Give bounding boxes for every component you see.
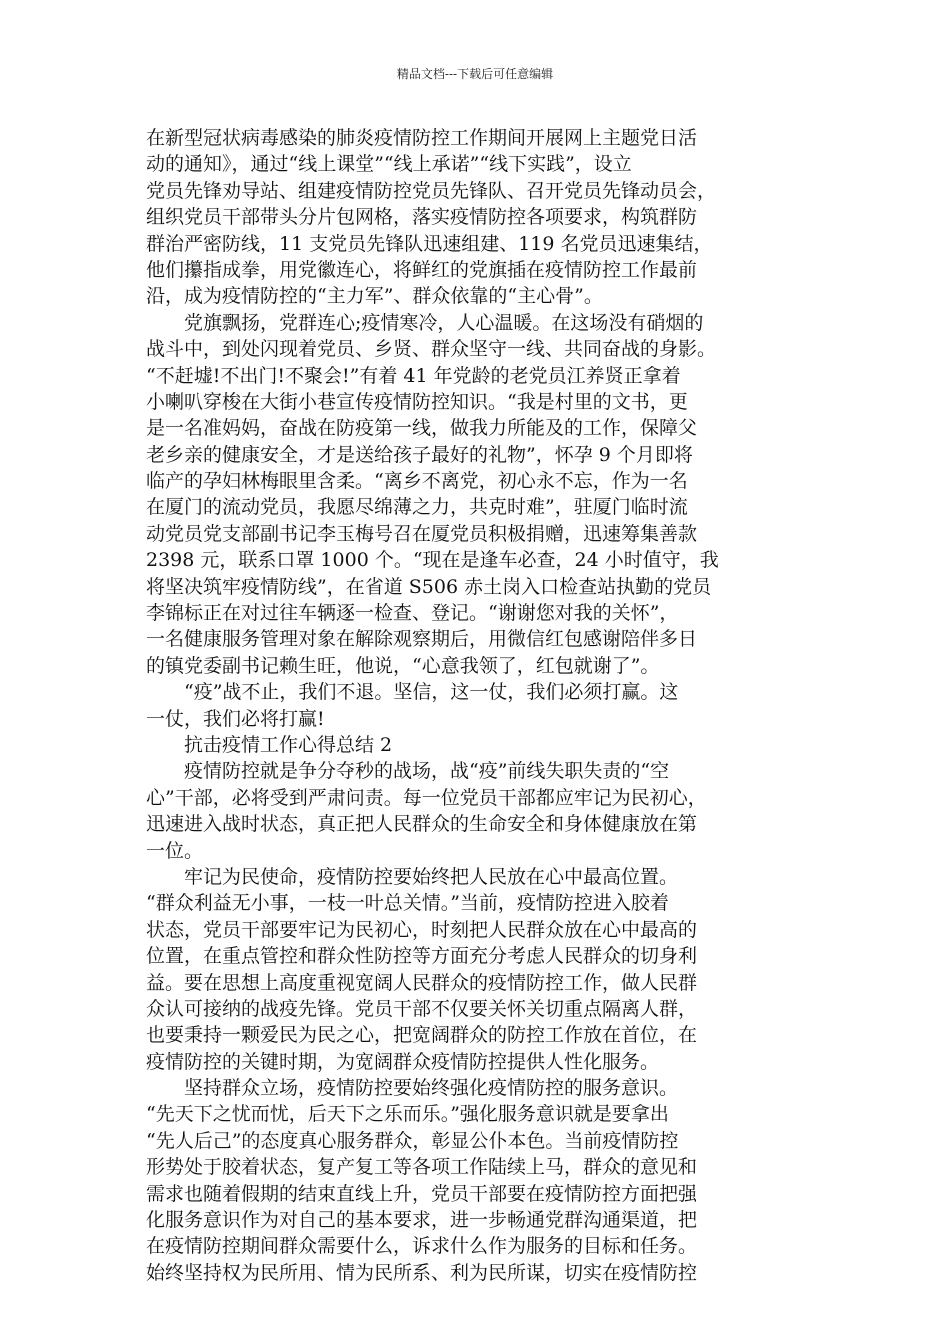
body-line: 李锦标正在对过往车辆逐一检查、登记。“谢谢您对我的关怀”， [146, 602, 679, 625]
body-line: “不赶墟!不出门!不聚会!”有着 41 年党龄的老党员江养贤正拿着 [146, 364, 681, 387]
body-line: 也要秉持一颗爱民为民之心，把宽阔群众的防控工作放在首位，在 [146, 1024, 698, 1047]
body-line: 疫情防控的关键时期，为宽阔群众疫情防控提供人性化服务。 [146, 1050, 660, 1073]
body-line: 动党员党支部副书记李玉梅号召在厦党员积极捐赠，迅速筹集善款 [146, 522, 698, 545]
body-line: 位置，在重点管控和群众性防控等方面充分考虑人民群众的切身利 [146, 945, 698, 968]
body-line: 将坚决筑牢疫情防线”，在省道 S506 赤土岗入口检查站执勤的党员 [146, 575, 712, 598]
body-line: “先天下之忧而忧，后天下之乐而乐。”强化服务意识就是要拿出 [146, 1103, 669, 1126]
body-line: 化服务意识作为对自己的基本要求，进一步畅通党群沟通渠道，把 [146, 1209, 698, 1232]
body-line: 在厦门的流动党员，我愿尽绵薄之力，共克时难”，驻厦门临时流 [146, 496, 688, 519]
body-line: 他们攥指成拳，用党徽连心，将鲜红的党旗插在疫情防控工作最前 [146, 258, 698, 281]
body-line: 沿，成为疫情防控的“主力军”、群众依靠的“主心骨”。 [146, 285, 603, 308]
body-line: 众认可接纳的战疫先锋。党员干部不仅要关怀关切重点隔离人群， [146, 997, 698, 1020]
body-line: 在疫情防控期间群众需要什么，诉求什么作为服务的目标和任务。 [146, 1235, 698, 1258]
body-line: 形势处于胶着状态，复产复工等各项工作陆续上马，群众的意见和 [146, 1156, 698, 1179]
body-line: 一仗，我们必将打赢! [146, 707, 325, 730]
body-line: 群治严密防线，11 支党员先锋队迅速组建、119 名党员迅速集结， [146, 232, 713, 255]
body-line: 小喇叭穿梭在大街小巷宣传疫情防控知识。“我是村里的文书，更 [146, 390, 688, 413]
body-line: “群众利益无小事，一枝一叶总关情。”当前，疫情防控进入胶着 [146, 892, 669, 915]
body-line: 在新型冠状病毒感染的肺炎疫情防控工作期间开展网上主题党日活 [146, 127, 698, 149]
body-line: 疫情防控就是争分夺秒的战场，战“疫”前线失职失责的“空 [146, 760, 670, 783]
body-line: 牢记为民使命，疫情防控要始终把人民放在心中最高位置。 [146, 865, 679, 888]
body-line: 一名健康服务管理对象在解除观察期后，用微信红包感谢陪伴多日 [146, 628, 698, 651]
document-body [146, 125, 806, 1286]
body-line: 是一名准妈妈，奋战在防疫第一线，做我力所能及的工作，保障父 [146, 417, 698, 440]
body-line: 临产的孕妇林梅眼里含柔。“离乡不离党，初心永不忘，作为一名 [146, 470, 688, 493]
body-line: 益。要在思想上高度重视宽阔人民群众的疫情防控工作，做人民群 [146, 971, 698, 994]
body-line: 动的通知》，通过“线上课堂”“线上承诺”“线下实践”，设立 [146, 153, 632, 176]
body-line: 迅速进入战时状态，真正把人民群众的生命安全和身体健康放在第 [146, 813, 698, 836]
body-line: “疫”战不止，我们不退。坚信，这一仗，我们必须打赢。这 [146, 681, 679, 704]
body-line: 状态，党员干部要牢记为民初心，时刻把人民群众放在心中最高的 [146, 918, 698, 941]
body-line: 2398 元，联系口罩 1000 个。“现在是逢车必查，24 小时值守，我 [146, 549, 719, 572]
body-line: “先人后己”的态度真心服务群众，彰显公仆本色。当前疫情防控 [146, 1129, 679, 1152]
body-line: 心”干部，必将受到严肃问责。每一位党员干部都应牢记为民初心， [146, 786, 707, 809]
body-line: 党员先锋劝导站、组建疫情防控党员先锋队、召开党员先锋动员会， [146, 179, 717, 202]
body-line: 坚持群众立场，疫情防控要始终强化疫情防控的服务意识。 [146, 1077, 679, 1100]
page-header: 精品文档---下载后可任意编辑 [396, 67, 554, 81]
body-line: 组织党员干部带头分片包网格，落实疫情防控各项要求，构筑群防 [146, 206, 698, 229]
body-line: 老乡亲的健康安全，才是送给孩子最好的礼物”，怀孕 9 个月即将 [146, 443, 693, 466]
body-line: 一位。 [146, 839, 204, 862]
body-line: 始终坚持权为民所用、情为民所系、利为民所谋，切实在疫情防控 [146, 1261, 698, 1284]
body-line: 党旗飘扬，党群连心;疫情寒冷，人心温暖。在这场没有硝烟的 [146, 311, 704, 334]
body-line: 战斗中，到处闪现着党员、乡贤、群众坚守一线、共同奋战的身影。 [146, 338, 717, 361]
section-heading: 抗击疫情工作心得总结 2 [146, 733, 393, 756]
body-line: 需求也随着假期的结束直线上升，党员干部要在疫情防控方面把强 [146, 1182, 698, 1205]
body-line: 的镇党委副书记赖生旺，他说，“心意我领了，红包就谢了”。 [146, 654, 660, 677]
